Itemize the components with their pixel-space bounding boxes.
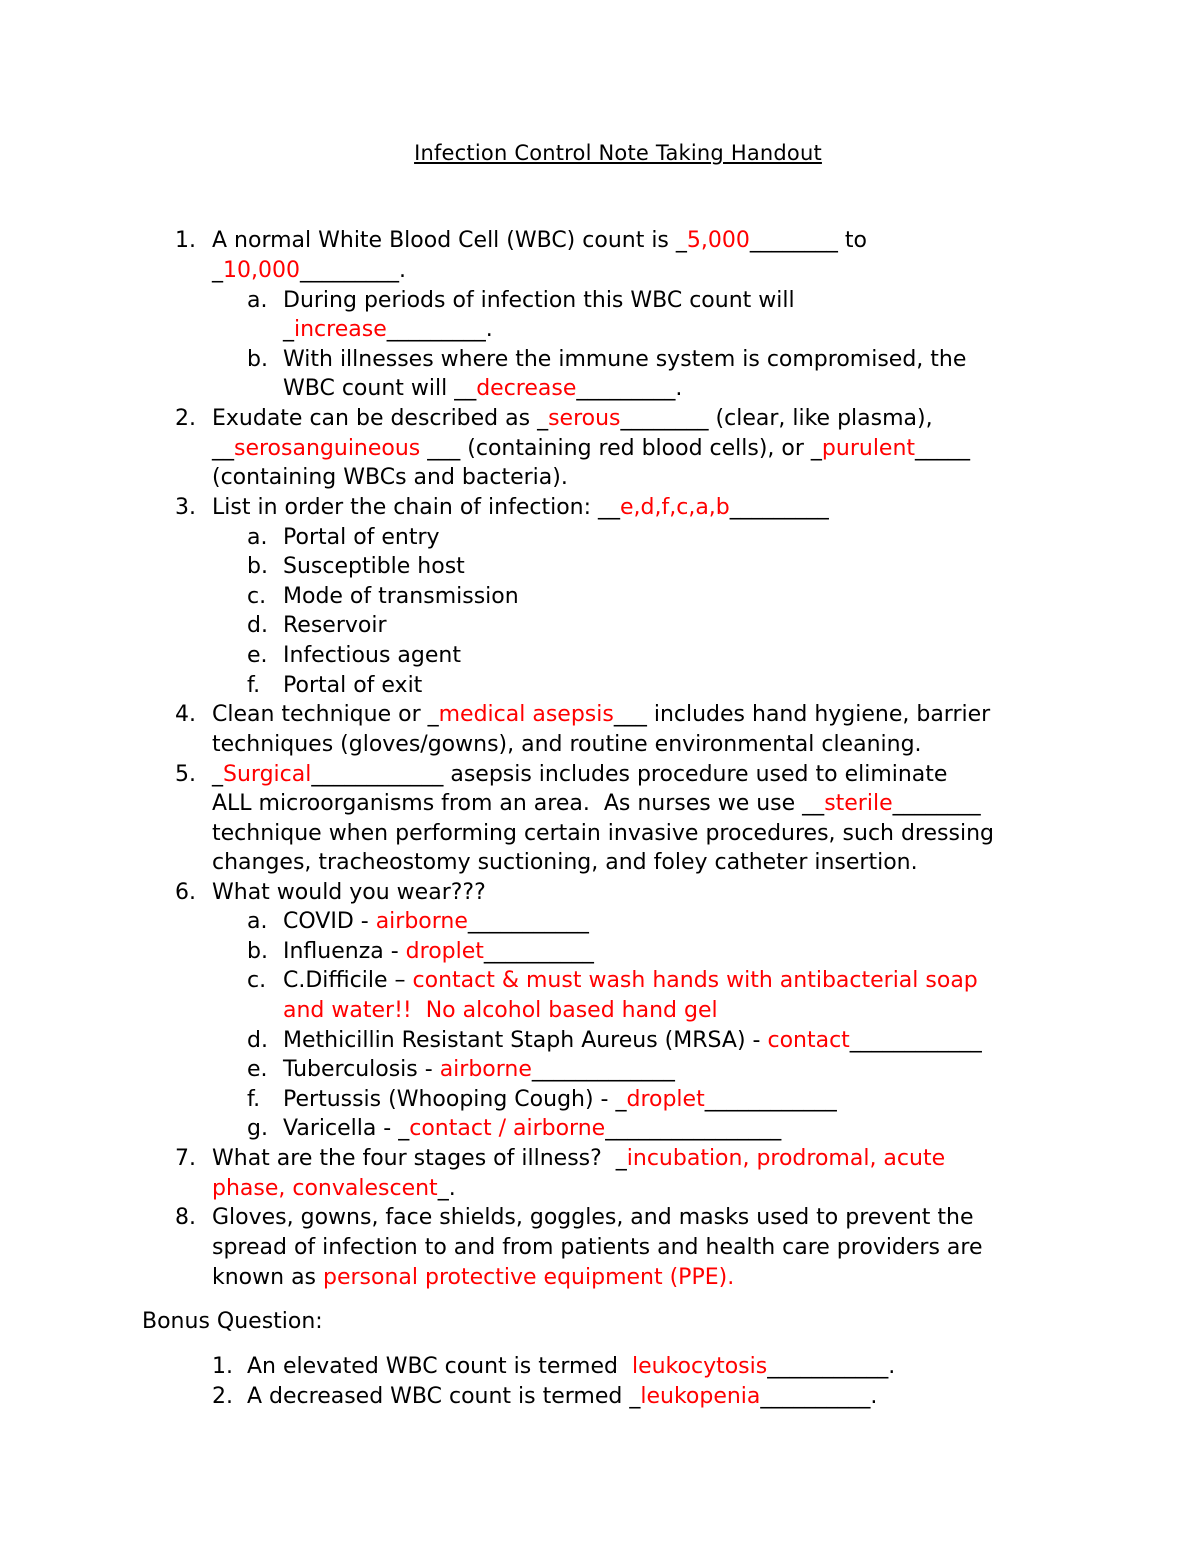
question-line: changes, tracheostomy suctioning, and foley catheter insertion. bbox=[212, 850, 918, 875]
question-line: (containing WBCs and bacteria). bbox=[212, 465, 568, 490]
question-line: A normal White Blood Cell (WBC) count is _5,000________ to bbox=[212, 228, 867, 253]
sub-letter: f. bbox=[247, 673, 261, 698]
list-item: Portal of entry bbox=[283, 525, 440, 550]
sub-letter: a. bbox=[247, 525, 268, 550]
page-title: Infection Control Note Taking Handout bbox=[414, 141, 822, 165]
answer-text: decrease bbox=[476, 376, 577, 401]
sub-letter: f. bbox=[247, 1087, 261, 1112]
question-line: Exudate can be described as _serous________ (clear, like plasma), bbox=[212, 406, 933, 431]
question-number: 5. bbox=[175, 762, 196, 787]
sub-line: WBC count will __decrease_________. bbox=[283, 376, 683, 401]
question-number: 2. bbox=[212, 1384, 233, 1409]
question-line: phase, convalescent_. bbox=[212, 1176, 456, 1201]
list-item: Methicillin Resistant Staph Aureus (MRSA) - contact____________ bbox=[283, 1028, 982, 1053]
question-line: technique when performing certain invasive procedures, such dressing bbox=[212, 821, 994, 846]
question-number: 6. bbox=[175, 880, 196, 905]
question-line: Clean technique or _medical asepsis___ includes hand hygiene, barrier bbox=[212, 702, 991, 727]
question-number: 8. bbox=[175, 1205, 196, 1230]
list-item: Pertussis (Whooping Cough) - _droplet____________ bbox=[283, 1087, 837, 1112]
answer-text: droplet bbox=[626, 1087, 705, 1112]
bonus-heading: Bonus Question: bbox=[142, 1309, 323, 1334]
sub-letter: a. bbox=[247, 909, 268, 934]
sub-letter: g. bbox=[247, 1116, 268, 1141]
question-line: What would you wear??? bbox=[212, 880, 486, 905]
question-line: techniques (gloves/gowns), and routine environmental cleaning. bbox=[212, 732, 922, 757]
list-item: Susceptible host bbox=[283, 554, 465, 579]
answer-text: contact & must wash hands with antibacterial soap bbox=[412, 968, 978, 993]
question-line: known as personal protective equipment (PPE). bbox=[212, 1265, 735, 1290]
answer-text: phase, convalescent bbox=[212, 1176, 438, 1201]
question-line: __serosanguineous ___ (containing red blood cells), or _purulent_____ bbox=[212, 436, 971, 461]
question-number: 1. bbox=[175, 228, 196, 253]
answer-text: leukocytosis bbox=[631, 1354, 768, 1379]
answer-text: purulent bbox=[821, 436, 916, 461]
sub-letter: b. bbox=[247, 554, 268, 579]
question-number: 4. bbox=[175, 702, 196, 727]
sub-line: With illnesses where the immune system is compromised, the bbox=[283, 347, 967, 372]
question-number: 2. bbox=[175, 406, 196, 431]
question-line: List in order the chain of infection: __e,d,f,c,a,b_________ bbox=[212, 495, 829, 520]
question-number: 1. bbox=[212, 1354, 233, 1379]
list-item: Mode of transmission bbox=[283, 584, 519, 609]
answer-text: droplet bbox=[405, 939, 484, 964]
bonus-question: A decreased WBC count is termed _leukopenia__________. bbox=[247, 1384, 878, 1409]
question-line: spread of infection to and from patients and health care providers are bbox=[212, 1235, 983, 1260]
list-item: C.Difficile – contact & must wash hands with antibacterial soap bbox=[283, 968, 978, 993]
list-item: Portal of exit bbox=[283, 673, 423, 698]
list-item: Tuberculosis - airborne_____________ bbox=[283, 1057, 675, 1082]
answer-text: sterile bbox=[824, 791, 893, 816]
question-line: _Surgical____________ asepsis includes procedure used to eliminate bbox=[212, 762, 948, 787]
question-line: ALL microorganisms from an area. As nurses we use __sterile________ bbox=[212, 791, 981, 816]
sub-letter: c. bbox=[247, 584, 267, 609]
answer-text: contact / airborne bbox=[409, 1116, 606, 1141]
list-item: COVID - airborne___________ bbox=[283, 909, 589, 934]
answer-text: personal protective equipment (PPE). bbox=[323, 1265, 735, 1290]
sub-letter: a. bbox=[247, 288, 268, 313]
answer-text: 10,000 bbox=[223, 258, 300, 283]
bonus-question: An elevated WBC count is termed leukocytosis___________. bbox=[247, 1354, 896, 1379]
answer-text: medical asepsis bbox=[438, 702, 614, 727]
answer-text: leukopenia bbox=[640, 1384, 761, 1409]
sub-line: _increase_________. bbox=[283, 317, 493, 342]
sub-letter: e. bbox=[247, 1057, 268, 1082]
answer-text: 5,000 bbox=[686, 228, 750, 253]
list-item: Reservoir bbox=[283, 613, 387, 638]
question-line: _10,000_________. bbox=[212, 258, 406, 283]
list-item: Varicella - _contact / airborne________________ bbox=[283, 1116, 782, 1141]
answer-text: incubation, prodromal, acute bbox=[626, 1146, 946, 1171]
sub-letter: d. bbox=[247, 1028, 268, 1053]
question-line: What are the four stages of illness? _incubation, prodromal, acute bbox=[212, 1146, 946, 1171]
question-number: 7. bbox=[175, 1146, 196, 1171]
answer-text: and water!! No alcohol based hand gel bbox=[283, 998, 718, 1023]
answer-text: serosanguineous bbox=[234, 436, 421, 461]
sub-letter: d. bbox=[247, 613, 268, 638]
list-item: Influenza - droplet__________ bbox=[283, 939, 594, 964]
answer-text: increase bbox=[294, 317, 387, 342]
sub-letter: e. bbox=[247, 643, 268, 668]
sub-letter: b. bbox=[247, 939, 268, 964]
answer-text: airborne bbox=[439, 1057, 532, 1082]
answer-text: airborne bbox=[375, 909, 468, 934]
question-number: 3. bbox=[175, 495, 196, 520]
sub-line: During periods of infection this WBC count will bbox=[283, 288, 795, 313]
sub-letter: c. bbox=[247, 968, 267, 993]
answer-text: Surgical bbox=[223, 762, 312, 787]
question-line: Gloves, gowns, face shields, goggles, and masks used to prevent the bbox=[212, 1205, 974, 1230]
answer-text: contact bbox=[767, 1028, 850, 1053]
list-item: Infectious agent bbox=[283, 643, 461, 668]
answer-text: e,d,f,c,a,b bbox=[620, 495, 730, 520]
sub-letter: b. bbox=[247, 347, 268, 372]
answer-text: serous bbox=[548, 406, 621, 431]
